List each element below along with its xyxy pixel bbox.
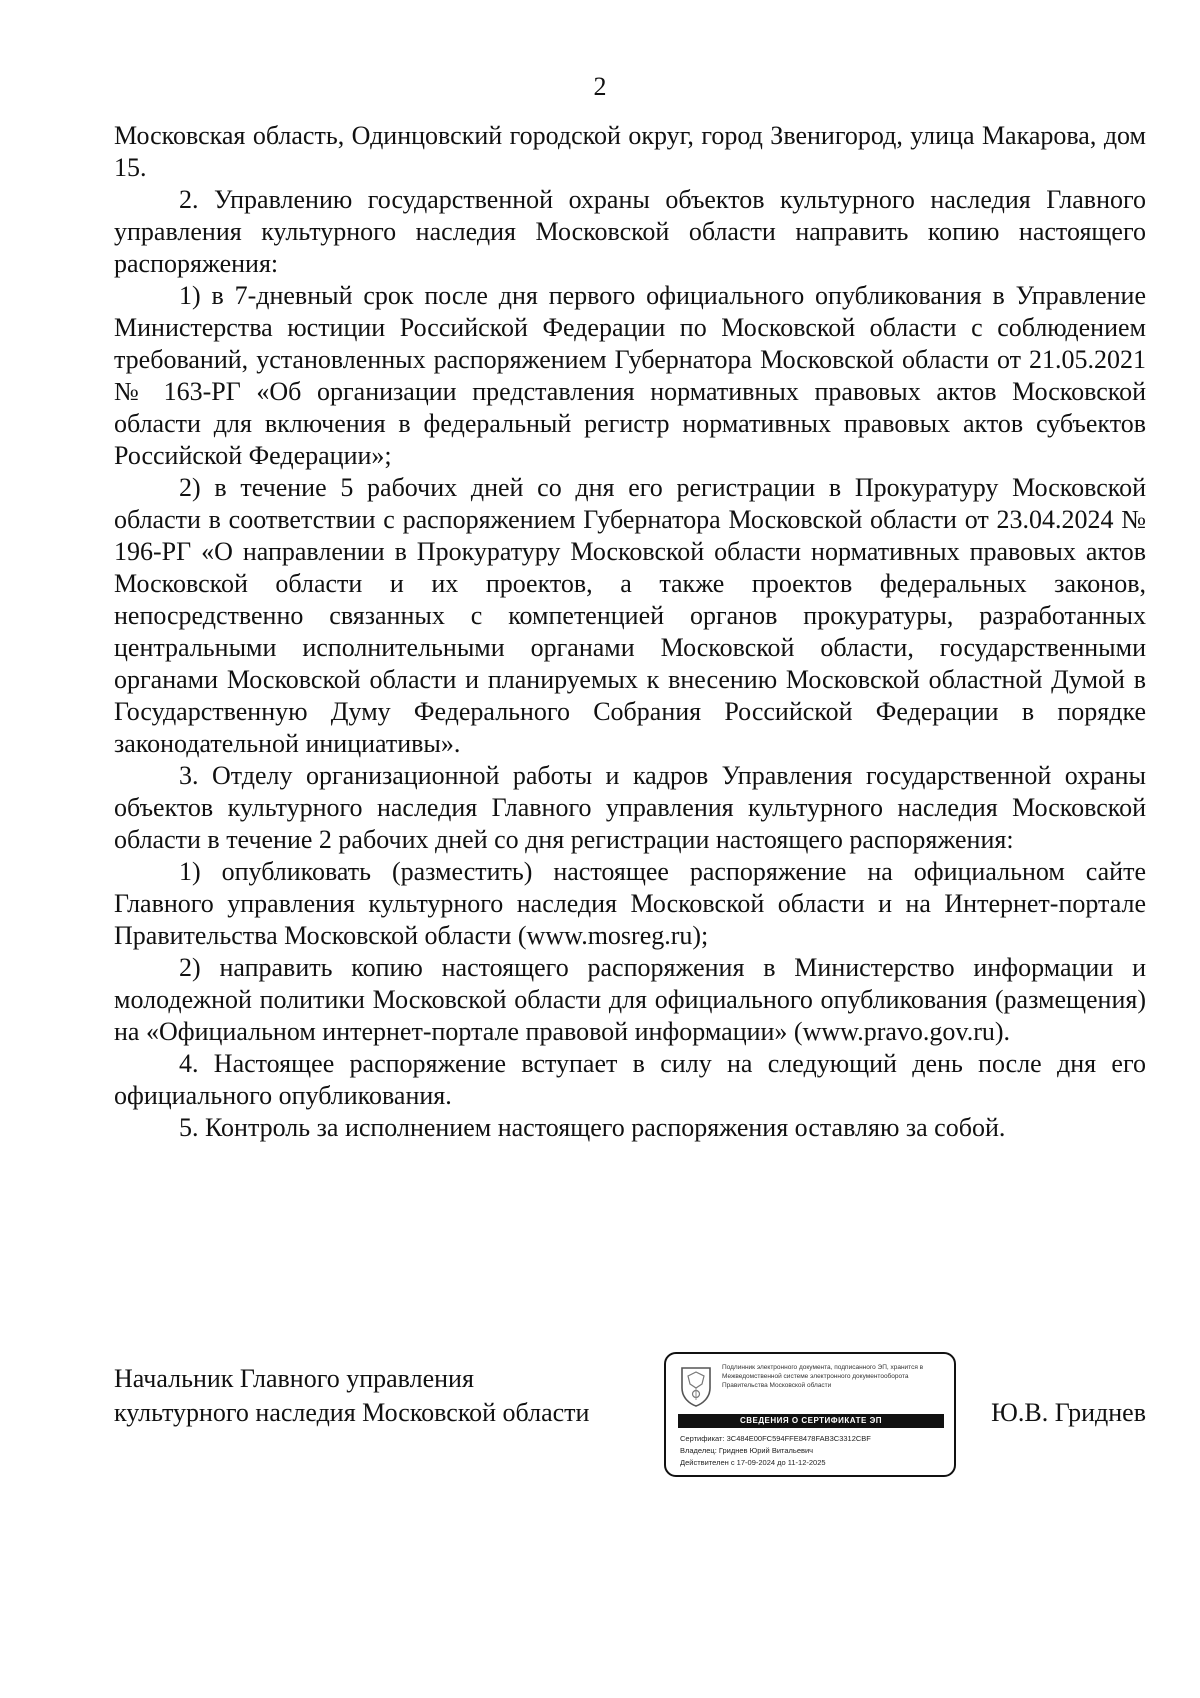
paragraph-item-3-1: 1) опубликовать (разместить) настоящее распоряжение на официальном сайте Главного управления культурного наследия Московской области и на Интернет-портале Правительства Московской области (www.mosreg.ru);	[114, 857, 1146, 950]
document-body	[114, 120, 1146, 1144]
coat-of-arms-icon	[678, 1364, 714, 1408]
certificate-owner: Владелец: Гриднев Юрий Витальевич	[680, 1446, 814, 1455]
paragraph-item-3: 3. Отделу организационной работы и кадров Управления государственной охраны объектов культурного наследия Главного управления культурного наследия Московской области в течение 2 рабочих дней со дня регистрации настоящего распоряжения:	[114, 761, 1146, 854]
signatory-title-line1: Начальник Главного управления	[114, 1364, 474, 1393]
paragraph-item-3-2: 2) направить копию настоящего распоряжения в Министерство информации и молодежной политики Московской области для официального опубликования (размещения) на «Официальном интернет-портале правовой информации» (www.pravo.gov.ru).	[114, 953, 1146, 1046]
certificate-validity: Действителен с 17-09-2024 до 11-12-2025	[680, 1458, 826, 1467]
electronic-signature-stamp	[664, 1352, 956, 1477]
paragraph-item-2-2: 2) в течение 5 рабочих дней со дня его регистрации в Прокуратуру Московской области в соответствии с распоряжением Губернатора Московской области от 23.04.2024 № 196-РГ «О направлении в Прокуратуру Московской области нормативных правовых актов Московской области и их проектов, а также проектов федеральных законов, непосредственно связанных с компетенцией органов прокуратуры, разработанных центральными исполнительными органами Московской области, государственными органами Московской области и планируемых к внесению Московской областной Думой в Государственную Думу Федерального Собрания Российской Федерации в порядке законодательной инициативы».	[114, 473, 1146, 758]
paragraph-item-2-1: 1) в 7-дневный срок после дня первого официального опубликования в Управление Министерства юстиции Российской Федерации по Московской области с соблюдением требований, установленных распоряжением Губернатора Московской области от 21.05.2021 № 163-РГ «Об организации представления нормативных правовых актов Московской области для включения в федеральный регистр нормативных правовых актов субъектов Российской Федерации»;	[114, 281, 1146, 470]
signature-block	[114, 1352, 1146, 1482]
paragraph-address: Московская область, Одинцовский городской округ, город Звенигород, улица Макарова, дом 15.	[114, 121, 1146, 182]
signatory-title-line2: культурного наследия Московской области	[114, 1398, 590, 1427]
page-number: 2	[593, 72, 607, 101]
signatory-title	[114, 1362, 589, 1430]
paragraph-item-5: 5. Контроль за исполнением настоящего распоряжения оставляю за собой.	[179, 1113, 1006, 1142]
certificate-number: Сертификат: 3C484E00FC594FFE8478FAB3C3312CBF	[680, 1434, 871, 1443]
stamp-header: СВЕДЕНИЯ О СЕРТИФИКАТЕ ЭП	[678, 1414, 944, 1428]
stamp-notice: Подлинник электронного документа, подписанного ЭП, хранится в Межведомственной системе электронного документооборота Правительства Московской области	[722, 1364, 924, 1389]
signatory-name: Ю.В. Гриднев	[991, 1398, 1146, 1427]
paragraph-item-2: 2. Управлению государственной охраны объектов культурного наследия Главного управления культурного наследия Московской области направить копию настоящего распоряжения:	[114, 185, 1146, 278]
paragraph-item-4: 4. Настоящее распоряжение вступает в силу на следующий день после дня его официального опубликования.	[114, 1049, 1146, 1110]
